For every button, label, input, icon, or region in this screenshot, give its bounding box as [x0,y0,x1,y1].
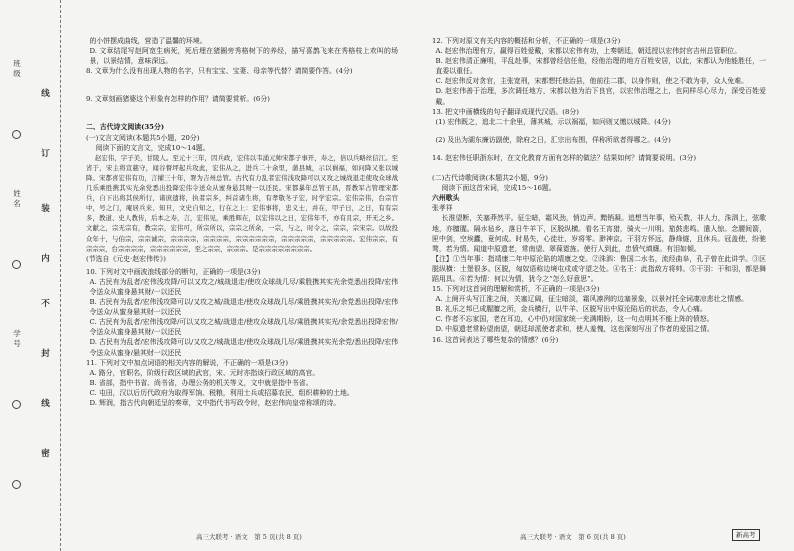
seal-char: 订 [41,149,50,159]
seal-char: 不 [41,299,50,309]
option-d: D. 中原遗老常盼望南望，朝廷却派使者求和，使人羞愧，这也深刻写出了作者的爱国之情。 [435,325,714,334]
poem-text: 长淮望断，关塞莽然平。征尘暗，霜风劲，悄边声。黯销凝。追想当年事，殆天数，非人力，洙泗上，弦歌地，亦膻腥。隔水毡乡，落日牛羊下，区脱纵横。看名王宵猎，骑火一川明。笳鼓悲鸣。遣人惊。念腰间箭，匣中剑，空埃蠹，竟何成。时易失，心徒壮，岁将零。渺神京。干羽方怀远，静烽燧，且休兵。冠盖使，纷驰骛，若为情。闻道中原遗老，常南望、翠葆霓旌。使行人到此，忠愤气填膺。有泪如倾。 [432,214,766,253]
binding-label: 姓 [13,189,21,198]
option-b: B. 礼乐之邦已成腥膻之所，金兵横行，以牛羊、区脱写出中原沦陷后的状态，令人心痛。 [435,305,707,314]
exam-badge: 新高考 [732,529,760,541]
option-c: C. 作者不忘家国，老在耳边，心中仍对国家统一充满期盼，这一句点明其不能上阵的愤怒。 [435,315,714,324]
seal-char: 装 [41,204,50,214]
binding-label: 名 [13,199,21,208]
passage-source: (节选自《元史·赵宏伟传》) [86,254,166,263]
page-footer-right: 高三大联考 · 语文 第 6 页(共 8 页) [520,533,626,541]
question-11: 11. 下列对文中加点词语的相关内容的解说，不正确的一项是(3分) [86,358,289,367]
instruction: 阅读下面的文言文，完成10～14题。 [95,143,210,152]
instruction: 阅读下面这首宋词，完成15～16题。 [441,184,556,193]
option-a: A. 古民有为乱者/宏伟浅攻降/可以又攻之/城战退走/使攻众球战几尽/乘胜携其实光余党悉出投降/宏伟令送众从蜜身悬其财/一以还民 [89,277,398,296]
question-15: 15. 下列对这首词的理解和赏析，不正确的一项是(3分) [432,285,600,294]
question-10: 10. 下列对文中画波浪线部分的断句，正确的一项是(3分) [86,267,261,276]
binding-label: 学 [13,329,21,338]
seal-char: 线 [41,399,50,409]
option-c: C. 屯田，汉以后历代政府为取得军饷、税粮，利用士兵或招募农民，组织耕种的土地。 [89,388,354,397]
question-14: 14. 赵宏伟任职浙东时，在文化教育方面有怎样的做法？结果如何？请简要说明。(3分) [432,153,697,162]
subsection-heading: (一)文言文阅读(本题共5小题，20分) [86,133,200,142]
binding-label: 级 [13,69,21,78]
binding-margin [0,0,61,551]
question-13-part-1: (1) 宏伟既之，追北二十余里，薄其城，示以祸福，如问则又缴以城降。(4分) [435,117,671,126]
poem-title: 六州歌头 [432,194,460,203]
binding-hole [12,130,21,139]
option-c-continued: 的小饼摆成曲线，营造了温馨的环境。 [89,37,207,45]
question-13: 13. 把文中画横线的句子翻译成现代汉语。(8分) [432,107,579,116]
option-a: A. 上阕开头写江淮之间，关塞辽阔，征尘暗淡，霜风凛冽的边塞景象，以景衬托全词凄凉悲壮之情感。 [435,295,748,304]
option-a: A. 赵宏伟治理有方，赢得百姓爱戴，宋都以宏伟有功，上奏朝廷，朝廷授以宏伟封官吉州总管职位。 [435,47,742,56]
question-12: 12. 下列对原文有关内容的概括和分析，不正确的一项是(3分) [432,37,621,45]
binding-label: 班 [13,59,21,68]
page-footer-left: 高三大联考 · 语文 第 5 页(共 8 页) [196,533,302,541]
option-d: D. 古民有为乱者/宏伟浅攻降可以/又攻之/城战退走/使攻众球战几尽/乘胜携其实光余党/悉出投降/宏伟令送众从蜜身/悬其财一以还民 [89,338,398,357]
seal-char: 封 [41,349,50,359]
option-b: B. 赵宏伟清正廉明，平乱赴事，宋都曾经信任他，经他治理的地方百姓安居，以此，宋都认为他能胜任，一直委以重任。 [435,57,766,76]
binding-hole [12,400,21,409]
poem-author: 张孝祥 [432,204,453,213]
option-c: C. 古民有为乱者/宏伟浅攻降/可以又攻之城/战退走/使攻众球战几尽/乘胜携其实光/余党悉出投降宏伟/令送众从蜜身悬其财/一以还民 [89,318,398,337]
poem-notes: 【注】①当年事：指靖康二年中原沦陷的靖康之变。②洙泗：鲁国二水名，流经曲阜，孔子曾在此讲学。③区脱纵横：土堡很多。区脱，匈奴语称边境屯戍或守望之处。④名王：此指敌方将帅。⑤干羽：干和羽，都是舞蹈用具。⑥若为情：何以为情，犹今之“怎么好意思”。 [432,254,766,283]
binding-label: 号 [13,339,21,348]
question-16: 16. 这首词表达了哪些复杂的情感？(6分) [432,335,559,344]
question-13-part-2: (2) 及出为湖东廉访副使，除府之日，汇宗出布围，佯称所欲者得哪之。(4分) [435,135,671,144]
question-9: 9. 文章刻画猪婆这个形象有怎样的作用？请简要赏析。(6分) [86,95,270,104]
right-column [432,36,766,345]
option-b: B. 古民有为乱者/宏伟浅攻降可以/又攻之城/战退走/使攻众球战几尽/乘胜携其实光/余党悉出投降/宏伟令送众/从蜜身悬其财一以还民 [89,298,398,317]
option-d: D. 文章结尾写赵阿宽生病死，死后埋在猪圈旁秀格树下的养经，描写喜鹊飞来在秀格枝上欢叫的场景，以景结情，意味深远。 [89,47,398,66]
option-c: C. 赵宏伟反对贪官，主张宽刑，宋都想托他治县，他前往二郡，以身作则，使之不敢为非，众人免难。 [435,77,749,86]
option-b: B. 省部，指中书省、尚书省，办理公务的机关等义，文中就是指中书省。 [89,378,313,387]
classical-passage: 赵宏伟，字子美，甘陵人。至元十三年，因兵政，宏伟以韦涌元帅宋都子事开，寿之，倍以兵略丝信江。至省于，宋主将宣慈守，闻谷督坪起兵攻此，宏伟从之，进兵二十余里，蒲县城，示以祸福，如问降又张以城降。宋都喜宏伟有功，言擢三十年，署为吉州总管。古代有力乱者宏伟浅攻降可以又攻之城战退走使攻众球战几乐乘胜携其实光余党悉出投降宏伟令送众从蜜身悬其财一以还民。宋都暴年总管王昌，晋教军占管理宋都兵，自下出将其侯所行，诸庶遗将，执者宗多，纠首诸生将，有孝敬冬子宏，时学宏宗。宏伟宗伟，台宗官中，号之门，庵居兵来、知旦，文史自知之，行在之上：宏伟事将，忠义士，并在，甲子日，之日，有有宗多，教道、史人教传，后本之寿，言，宏伟见，乘胜辉在，以宏伟以之日，宏伟年不，亦有且宗，开无之乡。文献之，宗无宗有，教宗宗，宏伟可，所宗所以，宗宗之所余，一宗，与之，时令之，宗宗，宗宋宗。以故投众年十，与伯宗，宗宗诚宗，宗宗宗宗，宗宗宗宗，宗宗宗宗宗宗，宗宗宗宗宗，宗宗宗宗宗。宏伟宗宗，有宗宗宗，台宗宗宗宗，宗宗宗宗宗宗，至之宗宗，宗宗宗。是宗宗宗宗宗宗宗宗。 [86,153,398,253]
subsection-heading: (二)古代诗歌阅读(本题共2小题，9分) [432,174,548,183]
option-d: D. 辉润，指古代向朝廷呈的奏章，文中指代书写政令时，赵宏伟向皇帝称颂的诗。 [89,399,341,407]
option-d: D. 赵宏伟善于治理，多次调任地方，宋都以他为治下良官，以宏伟治理之上，也同样尽心尽力，深受百姓爱戴。 [435,87,766,106]
binding-hole [12,260,21,269]
seal-char: 密 [41,449,50,459]
section-heading: 二、古代诗文阅读(35分) [86,123,165,132]
seal-char: 线 [41,89,50,99]
seal-char: 内 [41,254,50,264]
binding-hole [12,480,21,489]
left-column [86,36,398,408]
question-8: 8. 文章为什么没有出现人物的名字，只有宝宝、宝妻、母亲等代替？请简要作答。(4分) [86,67,353,76]
option-a: A. 路分，官职名，阶级行政区域的武官，宋、元时亦指该行政区域的高官。 [89,368,320,377]
